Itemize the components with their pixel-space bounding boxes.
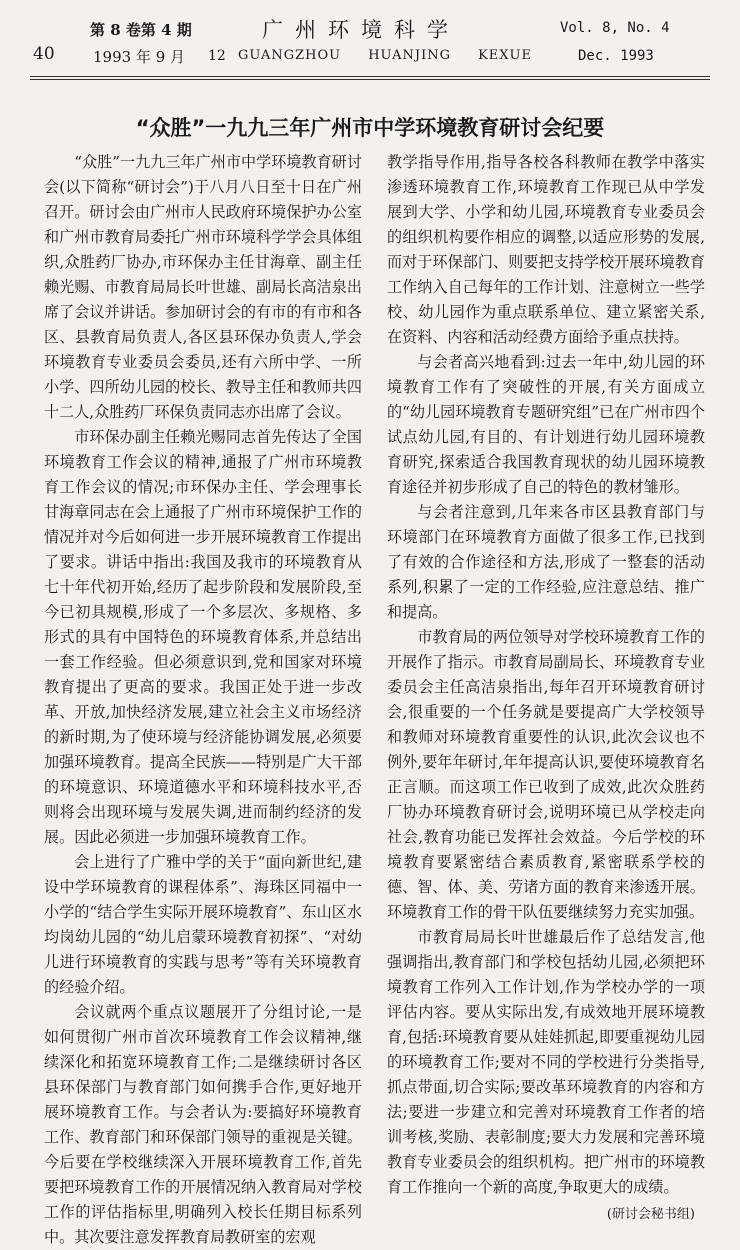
paragraph-continuation: 教学指导作用,指导各校各科教师在教学中落实渗透环境教育工作,环境教育工作现已从中学发展到大学、小学和幼儿园,环境教育专业委员会的组织机构要作相应的调整,以适应形势的发展,而对于环保部门、则要把支持学校开展环境教育工作纳入自己每年的工作计划、注意树立一些学校、幼儿园作为重点联系单位、建立紧密关系,在资料、内容和活动经费方面给予重点扶持。 [387,153,705,346]
date-en: Dec. 1993 [578,48,654,64]
volume-issue-cn: 第 8 卷第 4 期 [90,21,192,39]
journal-title-cn: 广州环境科学 [262,18,460,42]
paragraph: 市教育局的两位领导对学校环境教育工作的开展作了指示。市教育局副局长、环境教育专业委员会主任高洁泉指出,每年召开环境教育研讨会,很重要的一个任务就是要提高广大学校领导和教师对环境教育重要性的认识,此次会议也不例外,要年年研讨,年年提高认识,要使环境教育名正言顺。而这项工作已收到了成效,此次众胜药厂协办环境教育研讨会,说明环境已从学校走向社会,教育功能已发挥社会效益。今后学校的环境教育要紧密结合素质教育,紧密联系学校的德、智、体、美、劳诸方面的教育来渗透开展。环境教育工作的骨干队伍要继续努力充实加强。 [387,628,705,921]
volume-issue-en: Vol. 8, No. 4 [560,20,670,36]
paragraph: 会上进行了广雅中学的关于“面向新世纪,建设中学环境教育的课程体系”、海珠区同福中一小学的“结合学生实际开展环境教育”、东山区水均岗幼儿园的“幼儿启蒙环境教育初探”、“对幼儿进行环境教育的实践与思考”等有关环境教育的经验介绍。 [44,853,362,996]
left-column [44,150,362,1250]
page-number: 40 [33,44,55,64]
paragraph: “众胜”一九九三年广州市中学环境教育研讨会(以下简称“研讨会”)于八月八日至十日在广州召开。研讨会由广州市人民政府环境保护办公室和广州市教育局委托广州市环境科学学会具体组织,众胜药厂协办,市环保办主任甘海章、副主任赖光赐、市教育局局长叶世雄、副局长高洁泉出席了会议并讲话。参加研讨会的有市的有市和各区、县教育局负责人,各区县环保办负责人,学会环境教育专业委员会委员,还有六所中学、一所小学、四所幼儿园的校长、教导主任和教师共四十二人,众胜药厂环保负责同志亦出席了会议。 [44,153,362,421]
right-column [387,150,705,1227]
paragraph: 会议就两个重点议题展开了分组讨论,一是如何贯彻广州市首次环境教育工作会议精神,继续深化和拓宽环境教育工作;二是继续研讨各区县环保部门与教育部门如何携手合作,更好地开展环境教育工作。与会者认为:要搞好环境教育工作、教育部门和环保部门领导的重视是关键。今后要在学校继续深入开展环境教育工作,首先要把环境教育工作的开展情况纳入教育局对学校工作的评估指标里,明确列入校长任期目标系列中。其次要注意发挥教育局教研室的宏观 [44,1003,362,1246]
header-rule [30,76,710,77]
paragraph: 市环保办副主任赖光赐同志首先传达了全国环境教育工作会议的精神,通报了广州市环境教育工作会议的情况;市环保办主任、学会理事长甘海章同志在会上通报了广州市环境保护工作的情况并对今后如何进一步开展环境教育工作提出了要求。讲话中指出:我国及我市的环境教育从七十年代初开始,经历了起步阶段和发展阶段,至今已初具规模,形成了一个多层次、多规格、多形式的具有中国特色的环境教育体系,并总结出一套工作经验。但必须意识到,党和国家对环境教育提出了更高的要求。我国正处于进一步改革、开放,加快经济发展,建立社会主义市场经济的新时期,为了使环境与经济能协调发展,必须要加强环境教育。提高全民族——特别是广大干部的环境意识、环境道德水平和环境科技水平,否则将会出现环境与发展失调,进而制约经济的发展。因此必须进一步加强环境教育工作。 [44,428,362,846]
paragraph: 与会者注意到,几年来各市区县教育部门与环境部门在环境教育方面做了很多工作,已找到了有效的合作途径和方法,形成了一整套的活动系列,积累了一定的工作经验,应注意总结、推广和提高。 [387,503,705,621]
date-cn: 1993 年 9 月 [93,48,186,66]
author-signature: (研讨会秘书组) [606,1207,695,1222]
paragraph: 市教育局局长叶世雄最后作了总结发言,他强调指出,教育部门和学校包括幼儿园,必须把环境教育工作列入工作计划,作为学校办学的一项评估内容。要从实际出发,有成效地开展环境教育,包括:环境教育要从娃娃抓起,即要重视幼儿园的环境教育工作;要对不同的学校进行分类指导,抓点带面,切合实际;要改革环境教育的内容和方法;要进一步建立和完善对环境教育工作者的培训考核,奖励、表彰制度;要大力发展和完善环境教育专业委员会的组织机构。把广州市的环境教育工作推向一个新的高度,争取更大的成绩。 [387,928,705,1196]
issue-number: 12 [208,48,226,64]
journal-title-en: GUANGZHOU HUANJING KEXUE [238,48,533,63]
page-header [0,0,740,84]
article-title: “众胜”一九九三年广州市中学环境教育研讨会纪要 [135,116,605,140]
paragraph: 与会者高兴地看到:过去一年中,幼儿园的环境教育工作有了突破性的开展,有关方面成立的“幼儿园环境教育专题研究组”已在广州市四个试点幼儿园,有目的、有计划进行幼儿园环境教育研究,探索适合我国教育现状的幼儿园环境教育途径并初步形成了自己的特色的教材雏形。 [387,353,705,496]
header-rule [30,79,710,80]
